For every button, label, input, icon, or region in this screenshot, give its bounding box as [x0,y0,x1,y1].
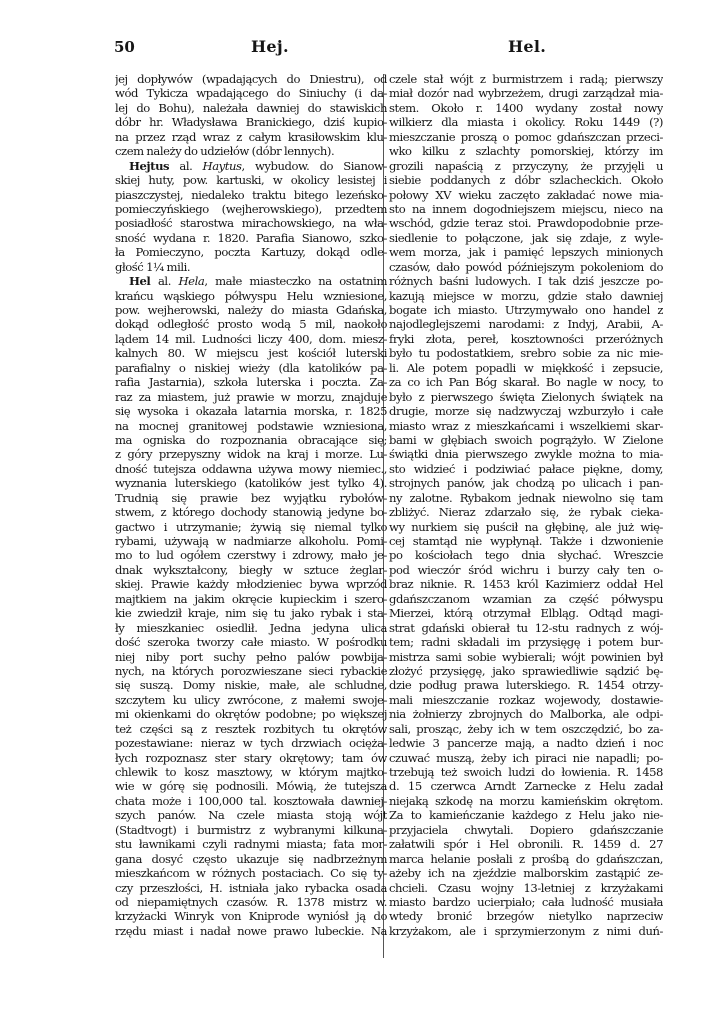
text-line: braz niknie. R. 1453 król Kazimierz oddał Hel [389,577,663,592]
text-line: ła Pomieczyno, poczta Kartuzy, dokąd odle- [115,245,387,260]
text-line: było tu podostatkiem, srebro sobie za nic mie- [389,346,663,361]
text-line: siedlenie to połączone, jak się zdaje, z wyle- [389,230,663,245]
text-line: dość szeroka tworzy całe miasto. W pośrodku [115,635,387,650]
text-line: mo to lud ogółem czerstwy i zdrowy, mało je- [115,548,387,563]
text-line: złożyć przysięgę, jako sprawiedliwie sądzić bę- [389,663,663,678]
text-line: dokąd odległość prosto wodą 5 mil, naokoło [115,317,387,332]
text-line: miasto bardzo ucierpiało; cała ludność musiała [389,894,663,909]
text-line: zbliżyć. Nieraz zdarzało się, że rybak cieka- [389,505,663,520]
text-line: po kościołach tego dnia słychać. Wreszcie [389,548,663,563]
text-line: gana dosyć często ukazuje się nadbrzeżnym [115,851,387,866]
text-line: świątki dnia pierwszego zwykle można to mia- [389,447,663,462]
text-line: cej stamtąd nie wypłynął. Także i dzwonienie [389,534,663,548]
text-line: stwem, z którego dochody stanowią jedyne bo- [115,505,387,520]
text-line: d. 15 czerwca Arndt Zarnecke z Helu zadał [389,779,663,794]
text-line: grozili napaścią z przyczyny, że przyjęli u [389,158,663,173]
text-line: wilkierz dla miasta i okolicy. Roku 1449 (?) [389,115,663,130]
text-line: lej do Bohu), należała dawniej do stawiskich [115,100,387,115]
text-line: szczytem ku ulicy zwrócone, z małemi swoje- [115,692,387,707]
text-line: skiej huty, pow. kartuski, w okolicy lesistej i [115,173,387,188]
text-line: rafia Jastarnia), szkoła luterska i poczta. Za- [115,375,387,390]
text-line: na mocnej granitowej podstawie wzniesiona, [115,418,387,433]
text-line: (Stadtvogt) i burmistrz z wybranymi kilkuna- [115,822,387,837]
text-line: się suszą. Domy niskie, małe, ale schludne, [115,678,387,693]
text-line: lądem 14 mil. Ludności liczy 400, dom. miesz- [115,331,387,346]
text-line: strat gdański obierał tu 12-stu radnych z wój- [389,620,663,635]
text-line: pozestawiane: nieraz w tych drzwiach ocięża- [115,736,387,751]
text-line: kalnych 80. W miejscu jest kościół luterski [115,346,387,361]
text-line: ma ogniska do rozpoznania obracające się; [115,432,387,447]
text-line: mali mieszczanie rozkaz wojewody, dostawie- [389,692,663,707]
text-line: bogate ich miasto. Utrzymywało ono handel z [389,303,663,317]
text-line: się wysoka i okazała latarnia morska, r. 1825 [115,404,387,419]
text-line: trzebują też swoich ludzi do łowienia. R. 1458 [389,765,663,779]
text-line: sność wydana r. 1820. Parafia Sianowo, szko- [115,230,387,245]
text-line: głość 1¼ mili. [115,259,191,274]
text-line: gdańszczanom wzamian za część półwyspu [389,591,663,606]
text-line: chata może i 100,000 tal. kosztowała dawniej- [115,793,387,808]
text-line: sto na innem dogodniejszem miejscu, nieco na [389,201,663,216]
text-line: ażeby ich na zjeździe malborskim zastąpić ze- [389,866,663,881]
text-line: rybami, używają w nadmiarze alkoholu. Pomi- [115,534,387,548]
text-line: połowy XV wieku zaczęto zakładać nowe mia- [389,187,663,202]
text-line: wy nurkiem się puścił na głębinę, ale już wię- [389,519,663,534]
text-line: dność tutejsza oddawna używa mowy niemiec., [115,461,387,476]
text-line: jej dopływów (wpadających do Dniestru), od [115,72,387,86]
text-line: ny zalotne. Rybakom jednak niewolno się tam [389,490,663,505]
text-line: dóbr hr. Władysława Branickiego, dziś kupio- [115,115,387,130]
text-line: Trudnią się prawie bez wyjątku rybołów- [115,490,387,505]
text-line: dnak wykształcony, biegły w sztuce żeglar- [115,562,387,577]
running-head-right: Hel. [508,37,547,56]
text-line: wko kilku z szlachty pomorskiej, którzy im [389,144,663,159]
text-line: mistrza sami sobie wybierali; wójt powinien był [389,649,663,664]
text-line: strojnych panów, jak chodzą po ulicach i pan- [389,476,663,491]
text-line: ły mieszkaniec osiedlił. Jedna jedyna ulica [115,620,387,635]
text-line: rzędu miast i nadał nowe prawo lubeckie. Na [115,923,387,938]
text-line: łych rozpoznasz ster stary okrętowy; tam ów [115,750,387,765]
text-line: załatwili spór i Hel obronili. R. 1459 d. 27 [389,837,663,852]
text-line: stu ławnikami czyli radnymi miasta; fata mor- [115,837,387,852]
text-line: na przez rząd wraz z całym krasiłowskim klu- [115,129,387,144]
text-line: Za to kamieńczanie każdego z Helu jako nie- [389,808,663,823]
text-line: pow. wejherowski, należy do miasta Gdańska, [115,303,387,317]
text-line: wschód, gdzie teraz stoi. Prawdopodobnie prze- [389,216,663,231]
text-line: raz za miastem, już prawie w morzu, znajduje [115,389,387,404]
text-line: skiej. Prawie każdy młodzieniec bywa wprzód [115,577,387,592]
text-line: kie zwiedził kraje, nim się tu jako rybak i sta- [115,606,387,621]
text-line: Mierzei, którą otrzymał Elbląg. Odtąd magi- [389,606,663,621]
text-line: też części są z resztek rozbitych tu okrętów [115,721,387,736]
text-line: mieszkańcom w różnych postaciach. Co się ty- [115,866,387,881]
text-line: tem; radni składali im przysięgę i potem bur- [389,635,663,650]
text-line: czele stał wójt z burmistrzem i radą; pierwszy [389,72,663,86]
text-line: dzie podług prawa luterskiego. R. 1454 otrzy- [389,678,663,693]
text-line: nych, na których porozwieszane sieci rybackie [115,663,387,678]
text-line: wyznania luterskiego (katolików jest tylko 4). [115,476,387,491]
page-number: 50 [114,38,135,56]
text-line: posiadłość starostwa mirachowskiego, na wła- [115,216,387,231]
running-head-left: Hej. [251,37,289,56]
text-line: krzyżacki Winryk von Kniprode wyniósł ją do [115,909,387,924]
text-line: czy przeszłości, H. istniała jako rybacka osada [115,880,387,895]
text-line: miał dozór nad wybrzeżem, drugi zarządzał mia- [389,86,663,101]
text-line: pod wieczór śród wichru i burzy cały ten o- [389,562,663,577]
text-line: sali, prosząc, żeby ich w tem oszczędzić, bo za- [389,721,663,736]
text-line: najodleglejszemi narodami: z Indyj, Arabii, A- [389,317,663,332]
text-line: krzyżakom, ale i sprzymierzonym z nimi duń- [389,923,663,938]
text-line: sto widzieć i podziwiać pałace piękne, domy, [389,461,663,476]
text-line: miasto wraz z mieszkańcami i wszelkiemi skar- [389,418,663,433]
text-line: drugie, morze się nadzwyczaj wzburzyło i całe [389,404,663,419]
text-line: chlewik to kosz masztowy, w którym majtko- [115,765,387,779]
text-line: przyjaciela chwytali. Dopiero gdańszczanie [389,822,663,837]
text-line: fryki złota, pereł, kosztowności przeróżnych [389,331,663,346]
text-line: wie w górę się podnosili. Mówią, że tutejsza [115,779,387,794]
text-line: ledwie 3 pancerze mają, a nadto dzień i noc [389,736,663,751]
text-line: gactwo i utrzymanie; żywią się niemal tylko [115,519,387,534]
text-line: Hejtus al. Haytus, wybudow. do Sianow- [129,158,387,173]
text-line: różnych baśni ludowych. I tak dziś jeszcze po- [389,274,663,289]
text-line: czasów, dało powód późniejszym pokoleniom do [389,259,663,274]
text-line: krańcu wąskiego półwyspu Helu wzniesione, [115,288,387,303]
text-line: wem morza, jak i pamięć lepszych minionych [389,245,663,260]
text-line: czem należy do udziełów (dóbr lennych). [115,144,335,159]
text-line: za co ich Pan Bóg skarał. Bo nagle w nocy, to [389,375,663,390]
text-line: od niepamiętnych czasów. R. 1378 mistrz w. [115,894,387,909]
text-line: li. Ale potem popadli w miękkość i zepsucie, [389,360,663,375]
text-line: siebie poddanych z dóbr szlacheckich. Około [389,173,663,188]
text-line: kazują miejsce w morzu, gdzie stało dawniej [389,288,663,303]
text-line: stem. Około r. 1400 wydany został nowy [389,100,663,115]
text-line: wód Tykicza wpadającego do Siniuchy (i da- [115,86,387,101]
text-line: szych panów. Na czele miasta stoją wójt [115,808,387,823]
text-line: piaszczystej, niedaleko traktu bitego lezeńsko- [115,187,387,202]
text-line: czuwać muszą, żeby ich piraci nie napadli; po- [389,750,663,765]
text-line: parafialny o niskiej wieży (dla katolików pa- [115,360,387,375]
text-line: Hel al. Hela, małe miasteczko na ostatnim [129,274,387,289]
right-column [389,72,663,960]
text-line: niejaką szkodę na morzu kamieńskim okrętom. [389,793,663,808]
text-line: marca helanie posłali z prośbą do gdańszczan, [389,851,663,866]
text-line: majtkiem na jakim okręcie kupieckim i szero- [115,591,387,606]
text-line: niej niby port suchy pełno palów powbija- [115,649,387,664]
left-column [115,72,387,960]
text-line: wtedy bronić brzegów nietylko naprzeciw [389,909,663,924]
text-line: pomieczyńskiego (wejherowskiego), przedtem [115,201,387,216]
text-line: z góry przepyszny widok na kraj i morze. Lu- [115,447,387,462]
text-line: chcieli. Czasu wojny 13-letniej z krzyżakami [389,880,663,895]
text-line: bami w głębiach swoich pogrążyło. W Zielone [389,432,663,447]
text-line: mieszczanie proszą o pomoc gdańszczan przeci- [389,129,663,144]
text-line: mi okienkami do okrętów podobne; po większej [115,707,387,722]
text-line: nia żołnierzy zbrojnych do Malborka, ale odpi- [389,707,663,722]
text-line: było z pierwszego święta Zielonych świątek na [389,389,663,404]
